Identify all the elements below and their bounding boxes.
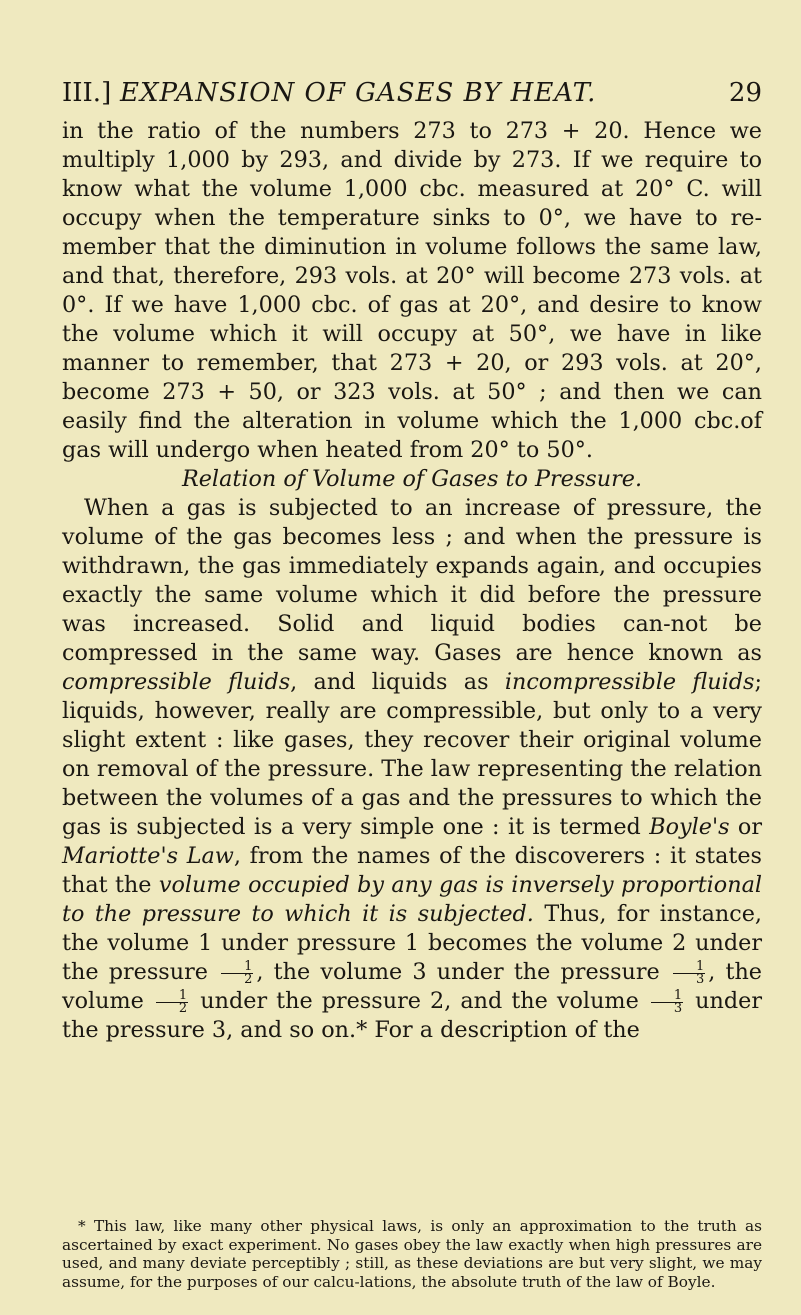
fraction-numerator: 1: [221, 961, 253, 974]
fraction: [651, 987, 683, 1016]
fraction-numerator: 1: [651, 990, 683, 1003]
emphasis-incompressible-fluids: incompressible fluids: [504, 669, 755, 695]
paragraph-boyles-law: [62, 494, 762, 1045]
fraction-denominator: 2: [178, 1000, 188, 1016]
footnote-text: * This law, like many other physical laws, is only an approximation to the truth as ascertained by exact experiment. No gases obey the law exactly when high pressures are used, and many deviate perceptibly ; still, as these deviations are but very slight, we may assume, for the purposes of our calcu-lations, the absolute truth of the law of Boyle.: [62, 1217, 762, 1291]
text-run: When a gas is subjected to an increase of pressure, the volume of the gas becomes less ; and when the pressure is withdrawn, the gas immediately expands again, and occupies exactly the same volume which it did before the pressure was increased. Solid and liquid bodies can-not be compressed in the same way. Gases are hence known as: [62, 495, 762, 666]
text-run: , and liquids as: [290, 669, 505, 695]
fraction-denominator: 3: [695, 971, 705, 987]
fraction: [673, 958, 705, 987]
text-run: Thus, for instance, the volume 1 under pressure 1 becomes the volume 2 under the pressure: [62, 901, 762, 985]
fraction-denominator: 2: [244, 971, 253, 987]
running-title: EXPANSION OF GASES BY HEAT.: [120, 78, 597, 108]
page-number: 29: [728, 78, 762, 108]
text-run: , from the names of the discoverers : it states that the: [62, 843, 763, 898]
text-run: under the pressure 2, and the volume: [191, 988, 648, 1014]
emphasis-boyles: Boyle's: [649, 814, 730, 840]
chapter-number: III.]: [62, 78, 112, 108]
text-run: , the volume 3 under the pressure: [256, 959, 670, 985]
text-run: ; liquids, however, really are compressible, but only to a very slight extent : like gases, they recover their original volume on removal of the pressure. The law representing the relation between the volumes of a gas and the pressures to which the gas is subjected is a very simple one : it is termed: [62, 669, 762, 840]
fraction-numerator: 1: [673, 961, 705, 974]
emphasis-law-statement: volume occupied by any gas is inversely proportional to the pressure to which it is subjected.: [62, 872, 763, 927]
running-header: [62, 78, 762, 118]
fraction-denominator: 3: [673, 1000, 683, 1016]
fraction: [156, 987, 188, 1016]
body-text: [62, 117, 762, 1045]
fraction: [221, 958, 253, 987]
emphasis-mariottes-law: Mariotte's Law: [62, 843, 234, 869]
emphasis-compressible-fluids: compressible fluids: [62, 669, 291, 695]
footnote: [62, 1217, 762, 1291]
text-run: under the pressure 3, and so on.* For a description of the: [62, 988, 763, 1043]
fraction-numerator: 1: [156, 990, 188, 1003]
text-run: or: [729, 814, 763, 840]
text-run: , the volume: [62, 959, 763, 1014]
section-title: Relation of Volume of Gases to Pressure.: [181, 466, 643, 492]
paragraph-continuation: in the ratio of the numbers 273 to 273 + 20. Hence we multiply 1,000 by 293, and divide by 273. If we require to know what the volume 1,000 cbc. measured at 20° C. will occupy when the temperature sinks to 0°, we have to re-member that the diminution in volume follows the same law, and that, therefore, 293 vols. at 20° will become 273 vols. at 0°. If we have 1,000 cbc. of gas at 20°, and desire to know the volume which it will occupy at 50°, we have in like manner to remember, that 273 + 20, or 293 vols. at 20°, become 273 + 50, or 323 vols. at 50° ; and then we can easily find the alteration in volume which the 1,000 cbc.of gas will undergo when heated from 20° to 50°.: [62, 118, 762, 463]
